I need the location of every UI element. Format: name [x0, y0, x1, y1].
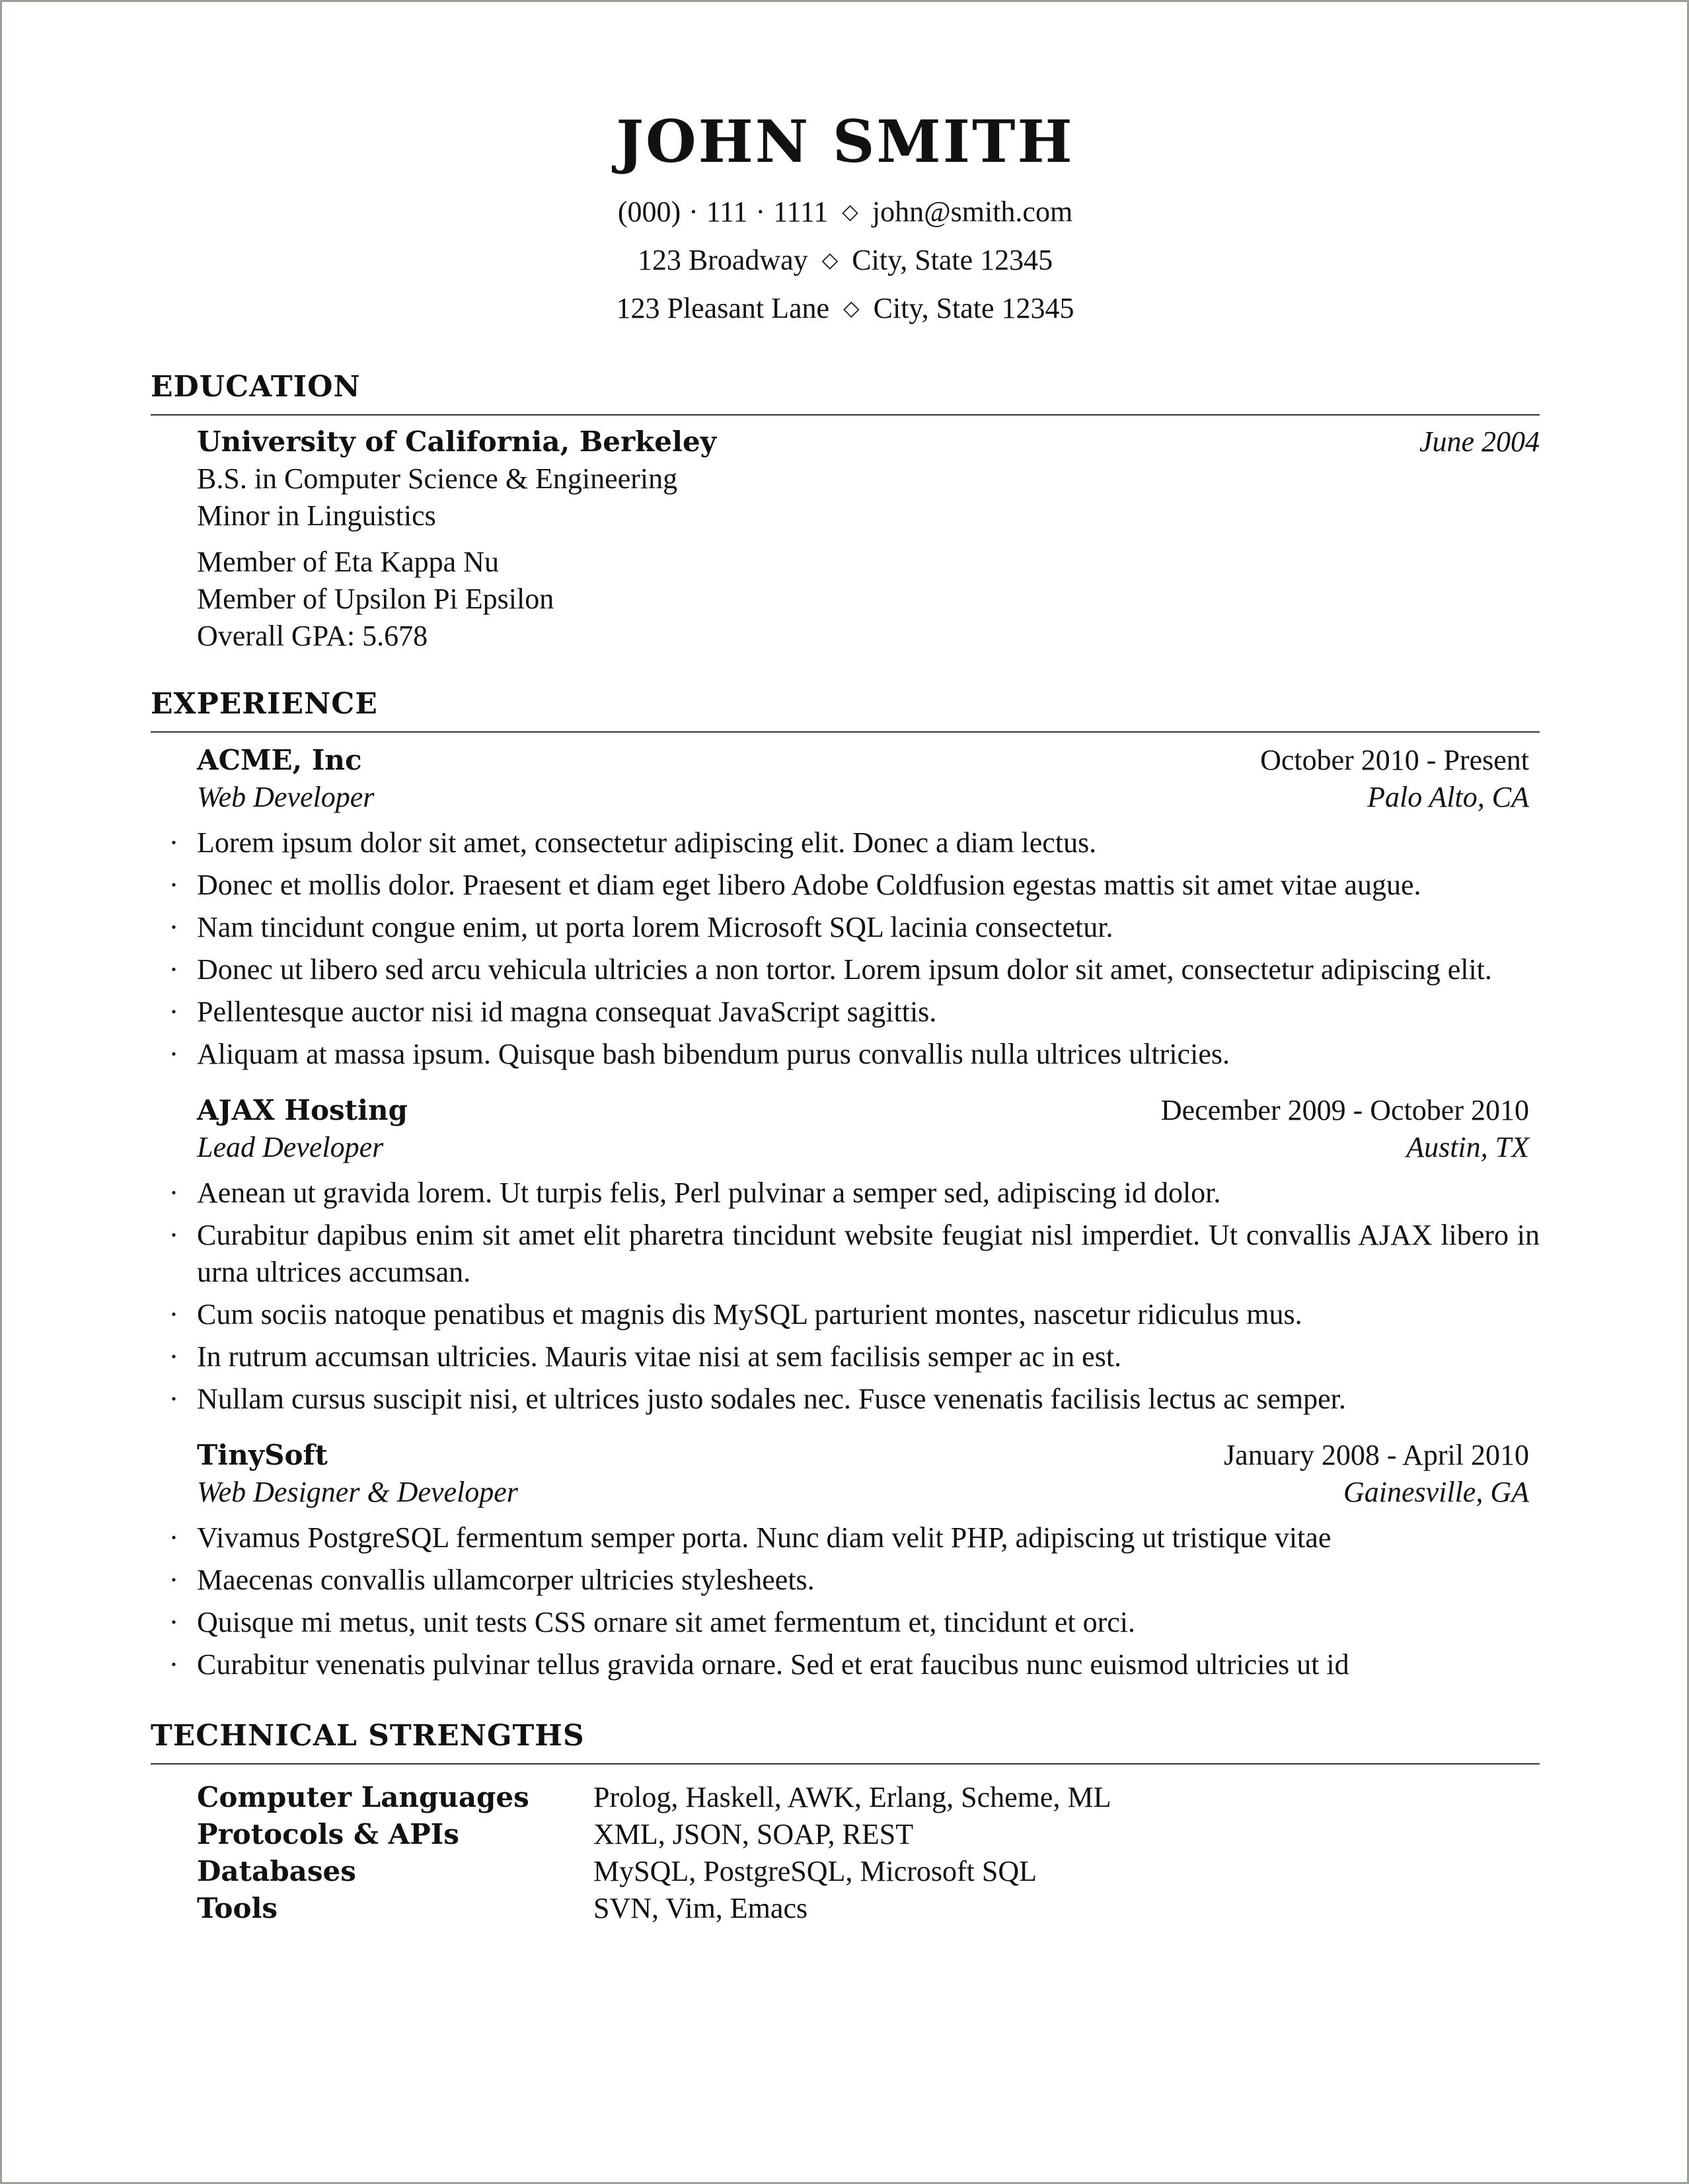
- bullet-dot-icon: ·: [169, 1340, 179, 1373]
- list-item: · Cum sociis natoque penatibus et magnis dis MySQL parturient montes, nascetur ridiculus mus.: [151, 1294, 1540, 1336]
- experience-section: [151, 684, 1540, 1687]
- education-body: [151, 423, 1540, 655]
- education-detail: Overall GPA: 5.678: [197, 620, 428, 652]
- job-header: [197, 1437, 1540, 1511]
- company-name: TinySoft: [197, 1439, 328, 1471]
- list-item: · In rutrum accumsan ultricies. Mauris vitae nisi at sem facilisis semper ac in est.: [151, 1336, 1540, 1379]
- experience-body: [151, 742, 1540, 1687]
- job-header: [197, 742, 1540, 816]
- bullet-dot-icon: ·: [169, 1219, 179, 1251]
- table-row: [197, 1816, 1540, 1853]
- list-item: · Nam tincidunt congue enim, ut porta lorem Microsoft SQL lacinia consectetur.: [151, 907, 1540, 949]
- job-bullets: [151, 1517, 1540, 1687]
- bullet-dot-icon: ·: [169, 911, 179, 943]
- job-dates: December 2009 - October 2010: [1160, 1094, 1529, 1126]
- skills-heading: TECHNICAL STRENGTHS: [151, 1716, 1540, 1765]
- job-bullets: [151, 822, 1540, 1076]
- skill-values: MySQL, PostgreSQL, Microsoft SQL: [593, 1855, 1037, 1887]
- education-heading: EDUCATION: [151, 367, 1540, 416]
- address2-street: 123 Pleasant Lane: [616, 292, 830, 324]
- skills-section: [151, 1716, 1540, 1927]
- diamond-separator-icon: ◇: [842, 200, 858, 223]
- resume-page: [151, 106, 1540, 1927]
- list-item: · Aliquam at massa ipsum. Quisque bash bibendum purus convallis nulla ultrices ultricies.: [151, 1034, 1540, 1076]
- skill-category: Tools: [197, 1892, 278, 1924]
- bullet-dot-icon: ·: [169, 1521, 179, 1554]
- diamond-separator-icon: ◇: [821, 248, 839, 272]
- minor: Minor in Linguistics: [197, 499, 436, 532]
- table-row: [197, 1853, 1540, 1890]
- bullet-dot-icon: ·: [169, 1606, 179, 1638]
- job-dates: October 2010 - Present: [1260, 744, 1529, 776]
- list-item: · Donec et mollis dolor. Praesent et diam eget libero Adobe Coldfusion egestas mattis sit amet vitae augue.: [151, 865, 1540, 907]
- job-entry: [169, 1092, 1540, 1421]
- contact-line-3: [151, 285, 1540, 334]
- skill-category: Protocols & APIs: [197, 1818, 459, 1850]
- bullet-dot-icon: ·: [169, 1564, 179, 1596]
- job-location: Austin, TX: [1406, 1131, 1529, 1163]
- skill-category: Databases: [197, 1855, 356, 1887]
- job-dates: January 2008 - April 2010: [1224, 1439, 1529, 1471]
- job-location: Palo Alto, CA: [1367, 781, 1529, 813]
- list-item: · Quisque mi metus, unit tests CSS ornare sit amet fermentum et, tincidunt et orci.: [151, 1602, 1540, 1644]
- list-item: · Curabitur venenatis pulvinar tellus gravida ornare. Sed et erat faucibus nunc euismod ultricies ut id: [151, 1644, 1540, 1687]
- phone-area-code: (000): [617, 196, 681, 228]
- company-name: ACME, Inc: [197, 744, 362, 776]
- job-role: Web Designer & Developer: [197, 1476, 518, 1508]
- degree: B.S. in Computer Science & Engineering: [197, 462, 678, 495]
- education-detail: Member of Eta Kappa Nu: [197, 546, 499, 578]
- skill-values: SVN, Vim, Emacs: [593, 1892, 808, 1924]
- job-role: Web Developer: [197, 781, 375, 813]
- bullet-dot-icon: ·: [169, 1177, 179, 1209]
- resume-name: JOHN SMITH: [616, 107, 1074, 176]
- bullet-dot-icon: ·: [169, 1383, 179, 1415]
- bullet-dot-icon: ·: [169, 869, 179, 901]
- job-bullets: [151, 1173, 1540, 1421]
- phone-prefix: 111: [706, 196, 748, 228]
- company-name: AJAX Hosting: [197, 1094, 408, 1126]
- diamond-separator-icon: ◇: [843, 296, 860, 320]
- list-item: · Vivamus PostgreSQL fermentum semper porta. Nunc diam velit PHP, adipiscing ut tristique vitae: [151, 1517, 1540, 1560]
- skill-category: Computer Languages: [197, 1781, 529, 1813]
- skill-values: Prolog, Haskell, AWK, Erlang, Scheme, ML: [593, 1781, 1111, 1813]
- bullet-dot-icon: ·: [169, 1298, 179, 1330]
- contact-block: [151, 189, 1540, 334]
- job-header: [197, 1092, 1540, 1166]
- list-item: · Maecenas convallis ullamcorper ultricies stylesheets.: [151, 1560, 1540, 1602]
- job-entry: [169, 742, 1540, 1076]
- list-item: · Lorem ipsum dolor sit amet, consectetur adipiscing elit. Donec a diam lectus.: [151, 822, 1540, 865]
- education-detail: Member of Upsilon Pi Epsilon: [197, 583, 554, 615]
- bullet-dot-icon: ·: [169, 953, 179, 986]
- education-header-row: [197, 423, 1540, 460]
- table-row: [197, 1779, 1540, 1816]
- experience-heading: EXPERIENCE: [151, 684, 1540, 733]
- bullet-dot-icon: ·: [169, 826, 179, 859]
- table-row: [197, 1890, 1540, 1927]
- list-item: · Aenean ut gravida lorem. Ut turpis felis, Perl pulvinar a semper sed, adipiscing id dolor.: [151, 1173, 1540, 1215]
- contact-line-2: [151, 237, 1540, 285]
- institution-name: University of California, Berkeley: [197, 425, 717, 458]
- address2-city: City, State 12345: [873, 292, 1074, 324]
- job-location: Gainesville, GA: [1343, 1476, 1529, 1508]
- address1-city: City, State 12345: [852, 244, 1053, 276]
- list-item: · Nullam cursus suscipit nisi, et ultrices justo sodales nec. Fusce venenatis facilisis lectus ac semper.: [151, 1379, 1540, 1421]
- bullet-dot-icon: ·: [169, 1648, 179, 1681]
- bullet-dot-icon: ·: [169, 1038, 179, 1070]
- skill-values: XML, JSON, SOAP, REST: [593, 1818, 914, 1850]
- list-item: · Curabitur dapibus enim sit amet elit pharetra tincidunt website feugiat nisl imperdiet. Ut convallis AJAX libero in urna ultrices accumsan.: [151, 1215, 1540, 1294]
- skills-table: [151, 1779, 1540, 1927]
- address1-street: 123 Broadway: [637, 244, 808, 276]
- list-item: · Pellentesque auctor nisi id magna consequat JavaScript sagittis.: [151, 992, 1540, 1034]
- phone-line-number: 1111: [773, 196, 829, 228]
- bullet-dot-icon: ·: [169, 996, 179, 1028]
- job-entry: [169, 1437, 1540, 1687]
- education-section: [151, 367, 1540, 655]
- job-role: Lead Developer: [197, 1131, 384, 1163]
- contact-line-1: (000) · 111 · 1111 ◇ john@smith.com: [617, 196, 1073, 228]
- list-item: · Donec ut libero sed arcu vehicula ultricies a non tortor. Lorem ipsum dolor sit amet, consectetur adipiscing elit.: [151, 949, 1540, 992]
- email-link[interactable]: john@smith.com: [872, 196, 1073, 228]
- graduation-date: June 2004: [1419, 425, 1540, 458]
